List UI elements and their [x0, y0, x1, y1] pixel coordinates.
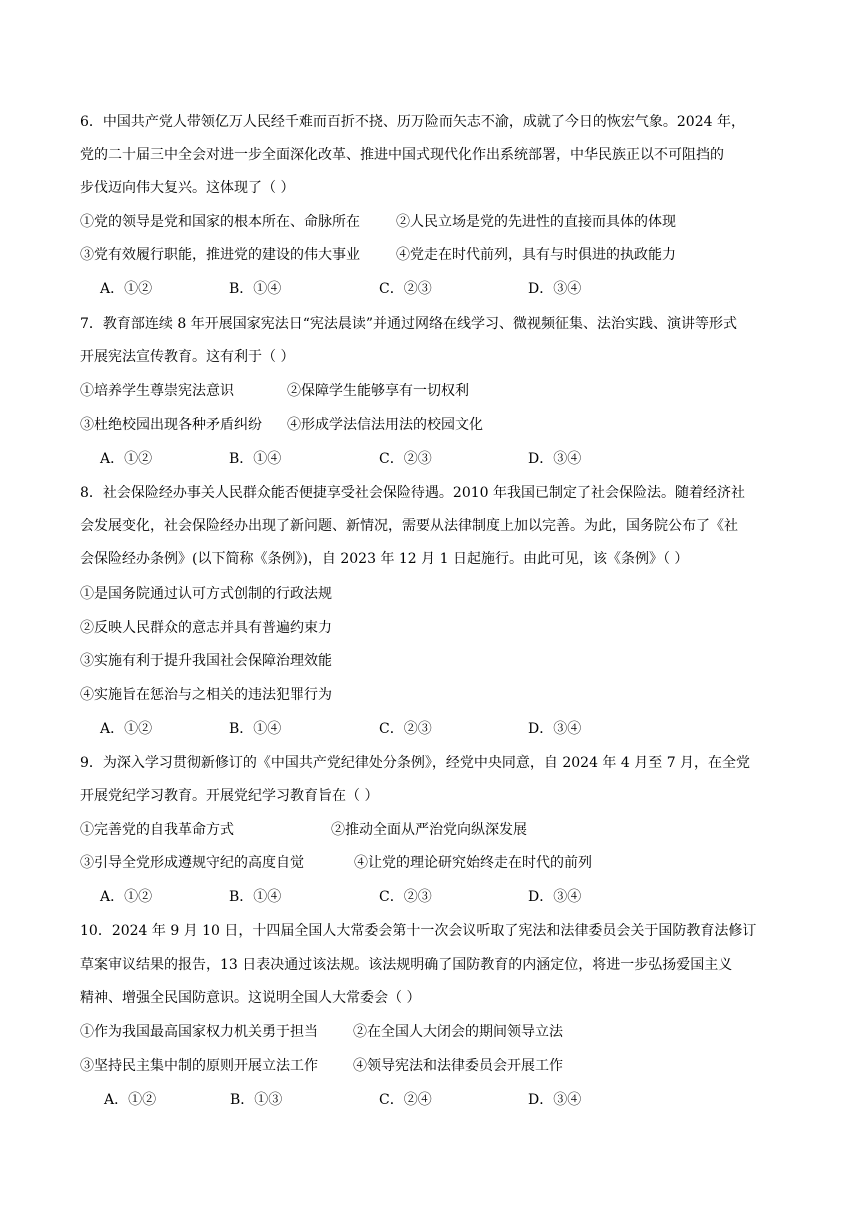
option-b[interactable]: B．①③	[230, 1092, 283, 1108]
question-10-stem-line-1: 10．2024 年 9 月 10 日，十四届全国人大常委会第十一次会议听取了宪法和法律委员会关于国防教育法修订	[80, 923, 757, 939]
statement-1: ①党的领导是党和国家的根本所在、命脉所在	[80, 214, 360, 230]
question-6-stem-line-1: 6．中国共产党人带领亿万人民经千难而百折不挠、历万险而矢志不渝，成就了今日的恢宏气象。2024 年，	[80, 114, 745, 130]
statement-4: ④实施旨在惩治与之相关的违法犯罪行为	[80, 687, 332, 703]
statement-1: ①完善党的自我革命方式	[80, 822, 234, 838]
statement-3: ③实施有利于提升我国社会保障治理效能	[80, 653, 332, 669]
option-d[interactable]: D．③④	[528, 451, 582, 467]
statement-3: ③引导全党形成遵规守纪的高度自觉	[80, 855, 304, 871]
statement-4: ④形成学法信法用法的校园文化	[287, 417, 483, 433]
option-a[interactable]: A．①②	[100, 451, 153, 467]
statement-1: ①培养学生尊崇宪法意识	[80, 383, 234, 399]
question-6-options	[100, 279, 660, 299]
statement-1: ①作为我国最高国家权力机关勇于担当	[80, 1024, 318, 1040]
statement-2: ②人民立场是党的先进性的直接而具体的体现	[396, 214, 676, 230]
option-a[interactable]: A．①②	[100, 889, 153, 905]
question-7-stem-line-2: 开展宪法宣传教育。这有利于（ ）	[80, 349, 295, 365]
option-d[interactable]: D．③④	[528, 1092, 582, 1108]
option-b[interactable]: B．①④	[229, 721, 282, 737]
question-7-stem-line-1: 7．教育部连续 8 年开展国家宪法日“宪法晨读”并通过网络在线学习、微视频征集、法治实践、演讲等形式	[80, 316, 738, 332]
statement-3: ③党有效履行职能，推进党的建设的伟大事业	[80, 247, 360, 263]
option-a[interactable]: A．①②	[100, 281, 153, 297]
question-6-stem-line-3: 步伐迈向伟大复兴。这体现了（ ）	[80, 180, 295, 196]
question-8-stem-line-3: 会保险经办条例》(以下简称《条例》)，自 2023 年 12 月 1 日起施行。由此可见，该《条例》（ ）	[80, 551, 689, 567]
statement-2: ②反映人民群众的意志并具有普遍约束力	[80, 620, 332, 636]
question-10-statements-row-2	[80, 1056, 790, 1076]
question-9-statements-row-2	[80, 853, 790, 873]
option-a[interactable]: A．①②	[100, 721, 153, 737]
question-7-statements-row-2	[80, 415, 790, 435]
question-6-statements-row-2	[80, 245, 790, 265]
question-8-stem-line-2: 会发展变化，社会保险经办出现了新问题、新情况，需要从法律制度上加以完善。为此，国务院公布了《社	[80, 518, 738, 534]
question-9-statements-row-1	[80, 820, 790, 840]
question-10-options	[104, 1090, 664, 1110]
question-10-stem-line-2: 草案审议结果的报告，13 日表决通过该法规。该法规明确了国防教育的内涵定位，将进一步弘扬爱国主义	[80, 957, 733, 973]
option-c[interactable]: C．②③	[379, 451, 432, 467]
statement-4: ④让党的理论研究始终走在时代的前列	[354, 855, 592, 871]
statement-4: ④党走在时代前列，具有与时俱进的执政能力	[396, 247, 676, 263]
option-c[interactable]: C．②④	[379, 1092, 432, 1108]
question-7-statements-row-1	[80, 381, 790, 401]
question-7-options	[100, 449, 660, 469]
question-10-stem-line-3: 精神、增强全民国防意识。这说明全国人大常委会（ ）	[80, 990, 421, 1006]
option-a[interactable]: A．①②	[104, 1092, 157, 1108]
statement-2: ②推动全面从严治党向纵深发展	[331, 822, 527, 838]
question-9-stem-line-1: 9．为深入学习贯彻新修订的《中国共产党纪律处分条例》，经党中央同意，自 2024 年 4 月至 7 月，在全党	[80, 755, 751, 771]
statement-4: ④领导宪法和法律委员会开展工作	[353, 1058, 563, 1074]
question-6-stem-line-2: 党的二十届三中全会对进一步全面深化改革、推进中国式现代化作出系统部署，中华民族正以不可阻挡的	[80, 147, 724, 163]
question-6-statements-row-1	[80, 212, 790, 232]
question-9-stem-line-2: 开展党纪学习教育。开展党纪学习教育旨在（ ）	[80, 788, 379, 804]
option-c[interactable]: C．②③	[379, 281, 432, 297]
question-9-options	[100, 887, 660, 907]
statement-3: ③杜绝校园出现各种矛盾纠纷	[80, 417, 262, 433]
option-b[interactable]: B．①④	[229, 451, 282, 467]
option-c[interactable]: C．②③	[379, 721, 432, 737]
statement-3: ③坚持民主集中制的原则开展立法工作	[80, 1058, 318, 1074]
option-b[interactable]: B．①④	[229, 889, 282, 905]
statement-1: ①是国务院通过认可方式创制的行政法规	[80, 586, 332, 602]
statement-2: ②在全国人大闭会的期间领导立法	[353, 1024, 563, 1040]
option-d[interactable]: D．③④	[528, 281, 582, 297]
option-d[interactable]: D．③④	[528, 721, 582, 737]
question-8-options	[100, 719, 660, 739]
question-8-stem-line-1: 8．社会保险经办事关人民群众能否便捷享受社会保险待遇。2010 年我国已制定了社会保险法。随着经济社	[80, 485, 745, 501]
option-c[interactable]: C．②③	[379, 889, 432, 905]
question-10-statements-row-1	[80, 1022, 790, 1042]
option-b[interactable]: B．①④	[229, 281, 282, 297]
statement-2: ②保障学生能够享有一切权利	[287, 383, 469, 399]
option-d[interactable]: D．③④	[528, 889, 582, 905]
